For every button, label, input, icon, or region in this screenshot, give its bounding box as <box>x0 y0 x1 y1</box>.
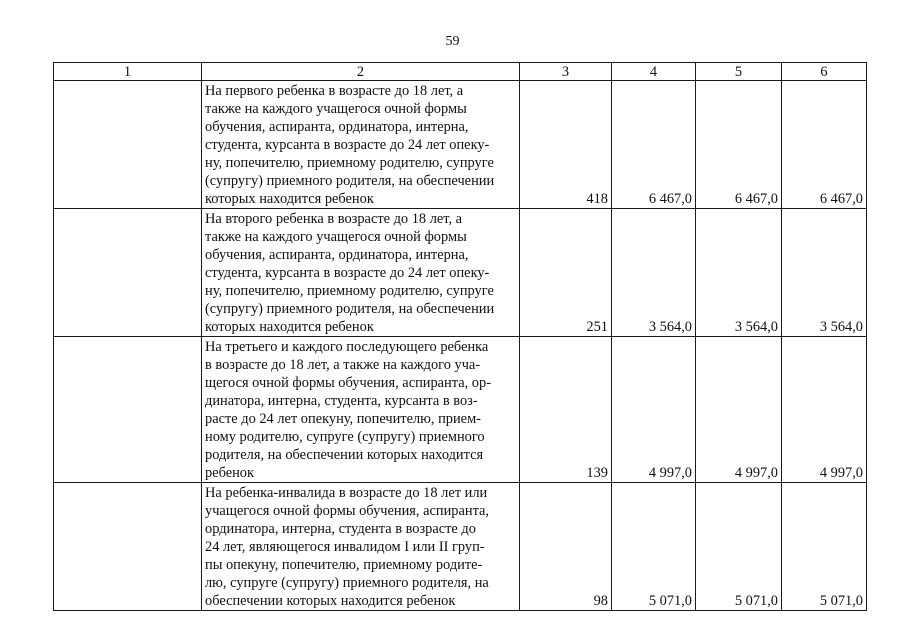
description-line: лю, супруге (супругу) приемного родителя, на <box>205 575 489 591</box>
header-cell: 1 <box>54 63 202 81</box>
description-line: студента, курсанта в возрасте до 24 лет опеку- <box>205 265 490 281</box>
row-description-cell <box>202 209 520 337</box>
header-cell: 2 <box>202 63 520 81</box>
row-count-cell: 98 <box>520 483 612 611</box>
description-line: пы опекуну, попечителю, приемному родите- <box>205 557 483 573</box>
description-line: На третьего и каждого последующего ребенка <box>205 339 489 355</box>
description-line: На первого ребенка в возрасте до 18 лет, а <box>205 83 464 99</box>
description-line: расте до 24 лет опекуну, попечителю, прием- <box>205 411 481 427</box>
description-line: также на каждого учащегося очной формы <box>205 229 467 245</box>
row-amount-cell: 3 564,0 <box>782 209 867 337</box>
header-cell: 5 <box>696 63 782 81</box>
table-row <box>54 209 867 337</box>
row-description-cell <box>202 337 520 483</box>
description-line: студента, курсанта в возрасте до 24 лет опеку- <box>205 137 490 153</box>
header-cell: 6 <box>782 63 867 81</box>
description-line: которых находится ребенок <box>205 319 374 335</box>
description-line: динатора, интерна, студента, курсанта в воз- <box>205 393 478 409</box>
row-amount-cell: 6 467,0 <box>612 81 696 209</box>
table-row <box>54 483 867 611</box>
description-line: ребенок <box>205 465 254 481</box>
row-code-cell <box>54 209 202 337</box>
description-line: На второго ребенка в возрасте до 18 лет, а <box>205 211 463 227</box>
table-row <box>54 337 867 483</box>
row-code-cell <box>54 81 202 209</box>
description-line: На ребенка-инвалида в возрасте до 18 лет или <box>205 485 488 501</box>
description-line: обучения, аспиранта, ординатора, интерна, <box>205 247 469 263</box>
header-cell: 3 <box>520 63 612 81</box>
row-description-cell <box>202 81 520 209</box>
description-line: также на каждого учащегося очной формы <box>205 101 467 117</box>
description-line: обеспечении которых находится ребенок <box>205 593 456 609</box>
row-amount-cell: 4 997,0 <box>612 337 696 483</box>
row-count-cell: 139 <box>520 337 612 483</box>
table-row <box>54 81 867 209</box>
description-line: щегося очной формы обучения, аспиранта, ор- <box>205 375 491 391</box>
header-cell: 4 <box>612 63 696 81</box>
row-amount-cell: 6 467,0 <box>696 81 782 209</box>
row-amount-cell: 6 467,0 <box>782 81 867 209</box>
row-code-cell <box>54 483 202 611</box>
row-amount-cell: 4 997,0 <box>782 337 867 483</box>
description-line: родителя, на обеспечении которых находится <box>205 447 484 463</box>
description-line: которых находится ребенок <box>205 191 374 207</box>
description-line: ному родителю, супруге (супругу) приемного <box>205 429 485 445</box>
description-line: ординатора, интерна, студента в возрасте до <box>205 521 476 537</box>
row-amount-cell: 5 071,0 <box>782 483 867 611</box>
row-amount-cell: 3 564,0 <box>612 209 696 337</box>
description-line: обучения, аспиранта, ординатора, интерна, <box>205 119 469 135</box>
row-count-cell: 251 <box>520 209 612 337</box>
row-description-cell <box>202 483 520 611</box>
description-line: (супругу) приемного родителя, на обеспечении <box>205 173 495 189</box>
description-line: 24 лет, являющегося инвалидом I или II груп- <box>205 539 485 555</box>
row-count-cell: 418 <box>520 81 612 209</box>
description-line: ну, попечителю, приемному родителю, супруге <box>205 155 494 171</box>
row-code-cell <box>54 337 202 483</box>
description-line: учащегося очной формы обучения, аспиранта, <box>205 503 490 519</box>
description-line: (супругу) приемного родителя, на обеспечении <box>205 301 495 317</box>
row-amount-cell: 5 071,0 <box>696 483 782 611</box>
row-amount-cell: 4 997,0 <box>696 337 782 483</box>
page-number: 59 <box>445 34 460 49</box>
data-table <box>53 62 867 611</box>
row-amount-cell: 3 564,0 <box>696 209 782 337</box>
table-header-row <box>54 63 867 81</box>
description-line: в возрасте до 18 лет, а также на каждого уча- <box>205 357 481 373</box>
row-amount-cell: 5 071,0 <box>612 483 696 611</box>
description-line: ну, попечителю, приемному родителю, супруге <box>205 283 494 299</box>
